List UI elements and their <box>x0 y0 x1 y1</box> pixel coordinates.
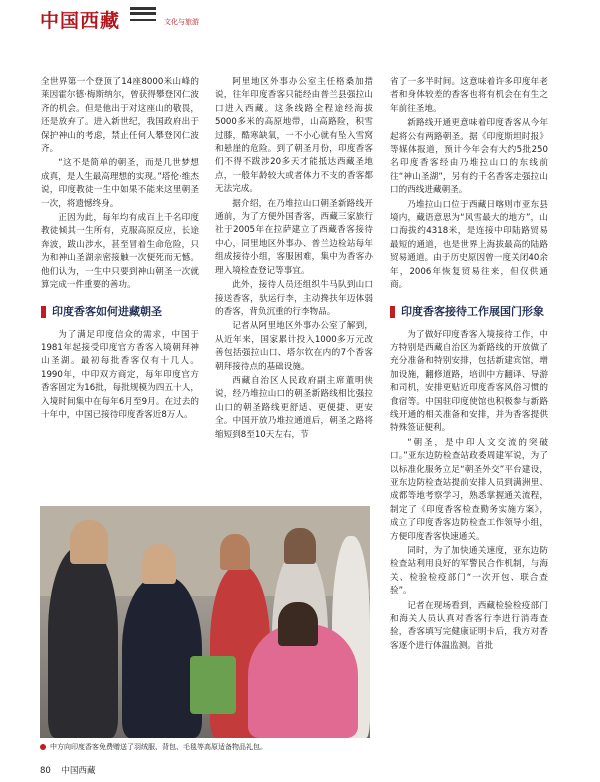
section-label: 文化与旅游 <box>164 18 199 26</box>
article-column-1 <box>41 76 199 423</box>
news-photo <box>40 506 370 738</box>
paragraph: 全世界第一个登顶了14座8000米山峰的莱因霍尔德·梅斯纳尔，曾获得攀登冈仁波齐的机会。但是他出于对这座山的敬畏，还是放弃了。进入新世纪，我国政府出于保护神山的考虑，禁止任何人攀登冈仁波齐。 <box>41 77 199 155</box>
paragraph: 新路线开通更意味着印度香客从今年起将公有两路朝圣。据《印度斯坦时报》等媒体报道，预计今年会有大约5批250名印度香客经由乃堆拉山口的东线前往“神山圣湖”，另有约千名香客走强拉山口的西线进藏朝圣。 <box>390 118 548 196</box>
paragraph: 此外，接待人员还组织牛马队到山口接送香客，驮运行李，主动搀扶年迈体弱的香客，背负沉重的行李物品。 <box>215 280 373 317</box>
photo-person-head <box>278 602 318 646</box>
photo-person <box>48 546 118 738</box>
paragraph: 省了一多半时间。这意味着许多印度年老者和身体较差的香客也将有机会在有生之年前往圣地。 <box>390 77 548 114</box>
paragraph: 乃堆拉山口位于西藏日喀则市亚东县境内，藏语意思为“风雪最大的地方”，山口海拔约4318米，是连接中印陆路贸易最短的通道，也是世界上海拔最高的陆路贸易通道。由于历史原因曾一度关闭40余年，2006年恢复贸易往来，但仅供通商。 <box>390 199 548 291</box>
photo-person-head <box>142 544 176 584</box>
photo-caption <box>40 742 370 752</box>
section-heading-text: 印度香客如何进藏朝圣 <box>52 304 162 318</box>
paragraph: 记者在现场看到，西藏检验检疫部门和海关人员认真对香客行李进行消毒查验，香客填写完健康证明卡后，我方对香客逐个进行体温监测。首批 <box>390 600 548 651</box>
paragraph: 正因为此，每年均有成百上千名印度教徒倾其一生所有，克服高原反应，长途奔波，跋山涉水，甚至冒着生命危险，只为和神山圣湖亲密接触一次便死而无憾。他们认为，一生中只要到神山朝圣一次就算完成一件重要的善功。 <box>41 213 199 291</box>
photo-person-head <box>284 528 316 564</box>
paragraph: “这不是简单的朝圣，而是几世梦想成真，是人生最高理想的实现。”塔伦·维杰说，印度教徒一生中如果不能来这里朝圣一次，将遗憾终身。 <box>41 158 199 209</box>
magazine-logo: 中国西藏 <box>40 10 121 32</box>
paragraph: 据介绍，在乃堆拉山口朝圣新路线开通前，为了方便外国香客，西藏三家旅行社于2005年在拉萨建立了西藏香客接待中心，同里地区外事办、普兰边检站每年组成接待小组，客服困难，集中为香客办理入境检查登记等事宜。 <box>215 198 373 276</box>
gift-bag <box>190 656 236 714</box>
magazine-header <box>0 0 600 34</box>
section-heading <box>41 303 199 321</box>
tibetan-script-logo <box>130 5 156 21</box>
photo-person-head <box>220 534 250 570</box>
paragraph: 为了做好印度香客入境接待工作，中方特别是西藏自治区为新路线的开放做了充分准备和特别安排，包括新建宾馆，增加设施，翻修道路，培训中方翻译、导游和司机，安排更贴近印度香客风俗习惯的食宿等。中国驻印度使馆也积极参与新路线开通的相关准备和安排，并为香客提供特殊签证便利。 <box>390 329 548 434</box>
photo-caption-text: 中方向印度香客免费赠送了羽绒服、背包、毛毯等高原适备物品礼包。 <box>50 743 267 751</box>
magazine-name: 中国西藏 <box>61 766 96 776</box>
paragraph: 西藏自治区人民政府副主席董明侠说，经乃堆拉山口的朝圣新路线相比强拉山口的朝圣路线更舒适、更便捷、更安全。中国开放乃堆拉通道后，朝圣之路将缩短到8至10天左右，节 <box>215 375 373 440</box>
section-heading-text: 印度香客接待工作展国门形象 <box>401 304 544 318</box>
heading-marker <box>41 306 46 318</box>
page-footer <box>40 764 96 776</box>
paragraph: “朝圣，是中印人文交流的突破口。”亚东边防检查站政委周建军说，为了以标准化服务立足“朝圣外交”平台建设，亚东边防检查站提前安排人员到满洲里、成都等地考察学习，熟悉掌握通关流程，制定了《印度香客检查勤务实施方案》，成立了印度香客边防检查工作领导小组，方便印度香客快速通关。 <box>390 437 548 542</box>
paragraph: 为了满足印度信众的需求，中国于1981年起接受印度官方香客入境朝拜神山圣湖。最初每批香客仅有十几人。1990年，中印双方商定，每年印度官方香客固定为16批，每批规模为四五十人，入境时间集中在每年6月至9月。在过去的十年中，中国已接待印度香客近8万人。 <box>41 329 199 420</box>
photo-person-head <box>70 520 108 564</box>
page-number: 80 <box>40 766 51 776</box>
article-column-2 <box>215 76 373 443</box>
paragraph: 同时，为了加快通关速度，亚东边防检查站利用良好的军警民合作机制，与海关、检验检疫部门“一次开包、联合查验”。 <box>390 546 548 597</box>
article-column-3 <box>390 76 548 654</box>
section-heading <box>390 303 548 321</box>
paragraph: 记者从阿里地区外事办公室了解到，从近年来，国家累计投入1000多万元改善包括强拉山口、塔尔钦在内的7个香客朝拜接待点的基础设施。 <box>215 321 373 372</box>
paragraph: 阿里地区外事办公室主任格桑加措说，往年印度香客只能经由普兰县强拉山口进入西藏。这条线路全程途经海拔5000多米的高原地带，山高路险，积雪过膝，酷寒缺氧，一不小心就有坠入雪窝和悬崖的危险。到了朝圣月份，印度香客们不得不跋涉20多天才能抵达西藏圣地点，一般年龄较大或者体力不支的香客都无法完成。 <box>215 77 373 195</box>
caption-bullet-icon <box>40 744 46 750</box>
heading-marker <box>390 306 395 318</box>
